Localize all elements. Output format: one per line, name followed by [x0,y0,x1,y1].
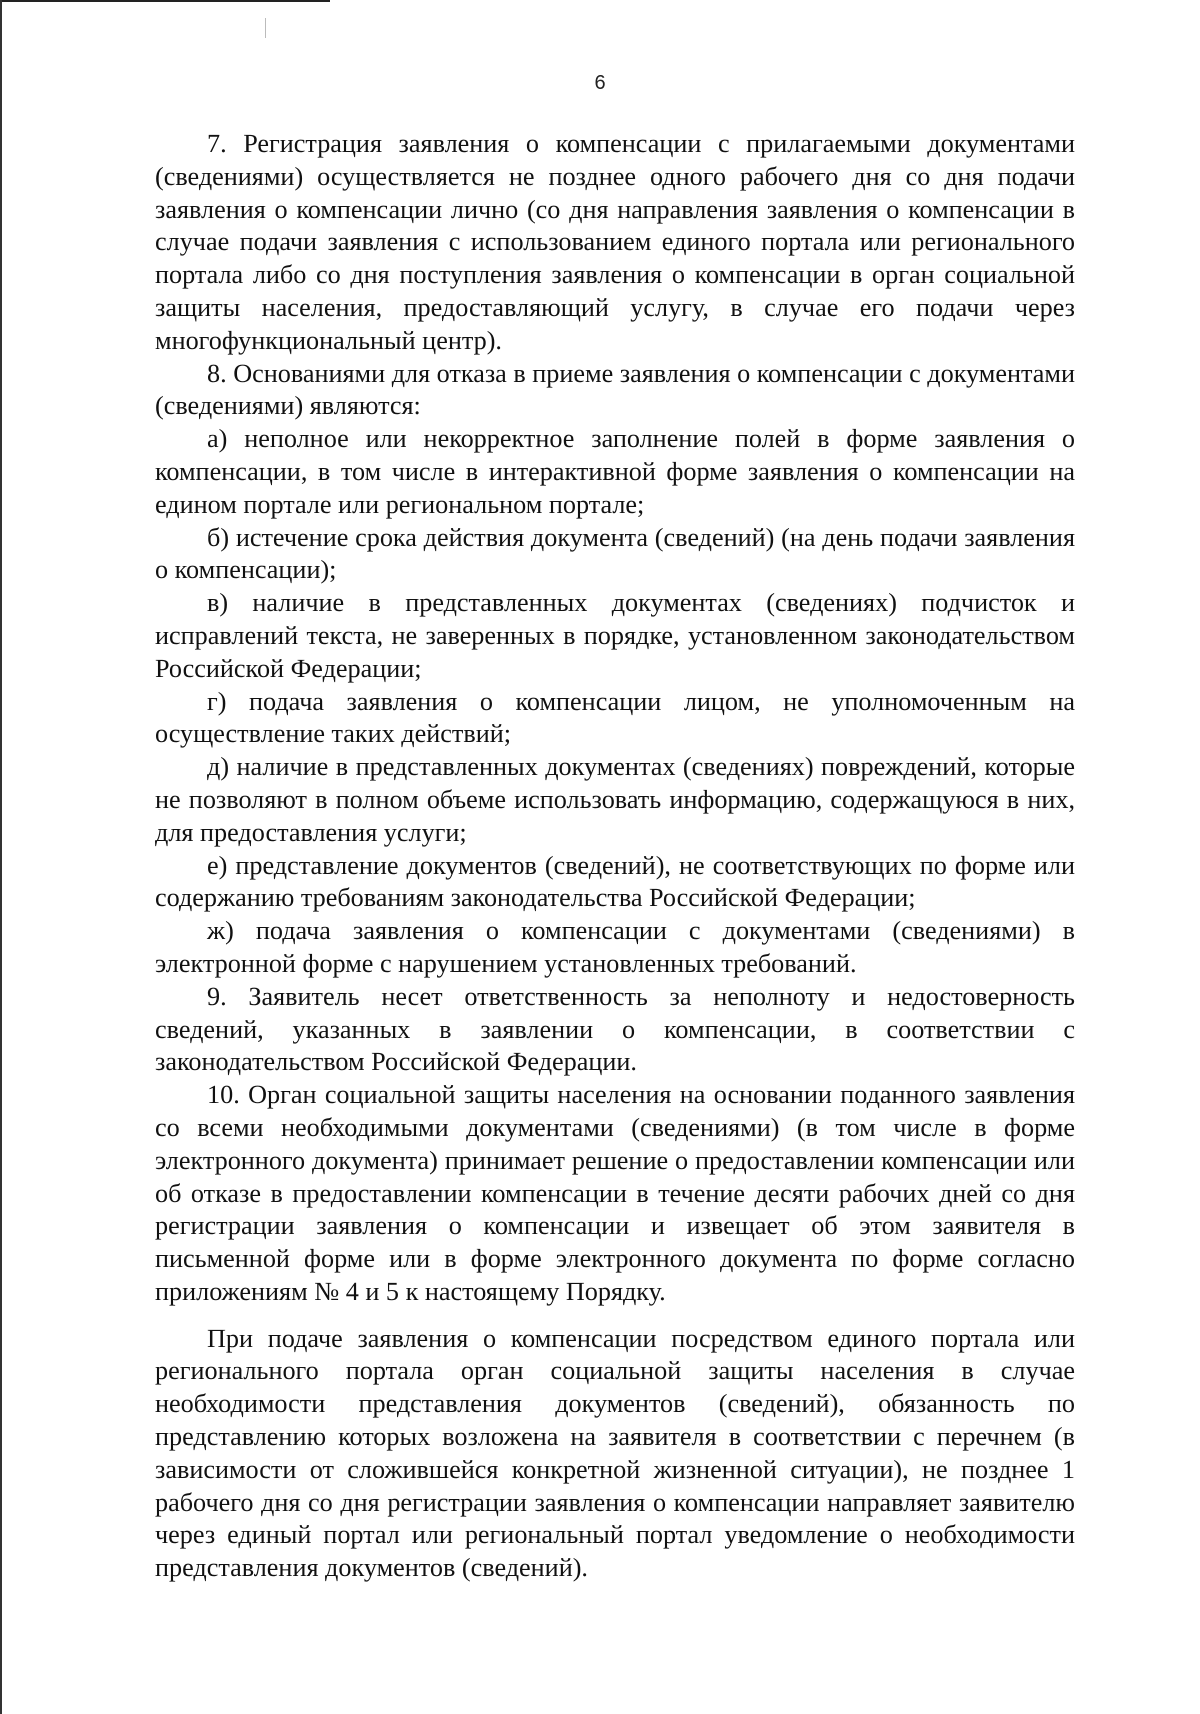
subitem-d: д) наличие в представленных документах (сведениях) повреждений, которые не позволяют в полном объеме использовать информацию, содержащуюся в них, для предоставления услуги; [155,752,1075,847]
subitem-v: в) наличие в представленных документах (сведениях) подчисток и исправлений текста, не заверенных в порядке, установленном законодательством Российской Федерации; [155,588,1075,683]
paragraph-portal-notification: При подаче заявления о компенсации посредством единого портала или регионального портала орган социальной защиты населения в случае необходимости представления документов (сведений), обязанность по представлению которых возложена на заявителя в соответствии с перечнем (в зависимости от сложившейся конкретной жизненной ситуации), не позднее 1 рабочего дня со дня регистрации заявления о компенсации направляет заявителю через единый портал или региональный портал уведомление о необходимости представления документов (сведений). [155,1323,1075,1583]
subitem-e: е) представление документов (сведений), не соответствующих по форме или содержанию требованиям законодательства Российской Федерации; [155,850,1075,913]
scan-edge-left [0,0,2,1714]
scan-edge-top [0,0,330,2]
document-body [155,128,1075,1585]
paragraph-7-registration: 7. Регистрация заявления о компенсации с прилагаемыми документами (сведениями) осуществляется не позднее одного рабочего дня со дня подачи заявления о компенсации лично (со дня направления заявления о компенсации в случае подачи заявления с использованием единого портала или регионального портала либо со дня поступления заявления о компенсации в орган социальной защиты населения, предоставляющий услугу, в случае его подачи через многофункциональный центр). [155,129,1075,355]
subitem-g: г) подача заявления о компенсации лицом, не уполномоченным на осуществление таких действий; [155,686,1075,749]
paragraph-8-refusal-grounds: 8. Основаниями для отказа в приеме заявления о компенсации с документами (сведениями) являются: [155,358,1075,421]
subitem-b: б) истечение срока действия документа (сведений) (на день подачи заявления о компенсации); [155,522,1075,585]
page-number: 6 [594,72,606,94]
subitem-a: а) неполное или некорректное заполнение полей в форме заявления о компенсации, в том числе в интерактивной форме заявления о компенсации на едином портале или региональном портале; [155,424,1075,519]
paragraph-9-responsibility: 9. Заявитель несет ответственность за неполноту и недостоверность сведений, указанных в заявлении о компенсации, в соответствии с законодательством Российской Федерации. [155,981,1075,1077]
paragraph-10-decision: 10. Орган социальной защиты населения на основании поданного заявления со всеми необходимыми документами (сведениями) (в том числе в форме электронного документа) принимает решение о предоставлении компенсации или об отказе в предоставлении компенсации в течение десяти рабочих дней со дня регистрации заявления о компенсации и извещает об этом заявителя в письменной форме или в форме электронного документа по форме согласно приложениям № 4 и 5 к настоящему Порядку. [155,1080,1075,1306]
scan-artifact [265,18,266,38]
subitem-zh: ж) подача заявления о компенсации с документами (сведениями) в электронной форме с нарушением установленных требований. [155,916,1075,978]
